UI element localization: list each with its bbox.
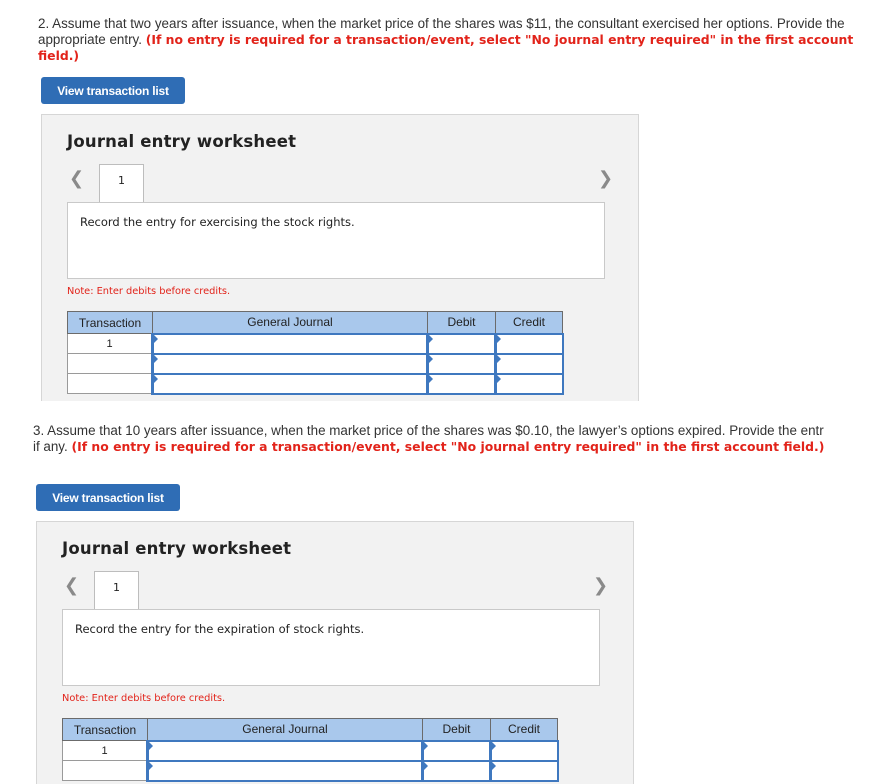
debit-input[interactable] <box>428 334 496 354</box>
credit-input[interactable] <box>496 334 563 354</box>
col-general-journal: General Journal <box>153 312 428 334</box>
col-debit: Debit <box>428 312 496 334</box>
transaction-cell <box>68 374 153 394</box>
col-transaction: Transaction <box>68 312 153 334</box>
transaction-cell: 1 <box>63 741 148 761</box>
col-transaction: Transaction <box>63 719 148 741</box>
question-3-body: 3. Assume that 10 years after issuance, when the market price of the shares was $0.10, the lawyer’s options expired. Provide the entr if any. <box>33 423 824 454</box>
chevron-left-icon[interactable]: ❮ <box>64 575 80 596</box>
worksheet-title: Journal entry worksheet <box>62 539 292 558</box>
transaction-cell: 1 <box>68 334 153 354</box>
account-input[interactable] <box>148 741 423 761</box>
col-credit: Credit <box>496 312 563 334</box>
credit-input[interactable] <box>491 741 558 761</box>
col-debit: Debit <box>423 719 491 741</box>
question-3-hint: (If no entry is required for a transaction/event, select "No journal entry required" in the first account field.) <box>71 439 825 454</box>
worksheet-title: Journal entry worksheet <box>67 132 297 151</box>
debit-input[interactable] <box>423 741 491 761</box>
instruction-text: Record the entry for exercising the stock rights. <box>80 215 355 229</box>
question-2-body: 2. Assume that two years after issuance, when the market price of the shares was $11, the consultant exercised her options. Provide the appropriate entry. <box>38 16 849 47</box>
entry-tab-1[interactable]: 1 <box>99 164 144 204</box>
table-row <box>63 741 558 761</box>
col-general-journal: General Journal <box>148 719 423 741</box>
debit-input[interactable] <box>428 374 496 394</box>
account-input[interactable] <box>153 354 428 374</box>
debit-input[interactable] <box>428 354 496 374</box>
chevron-right-icon[interactable]: ❯ <box>598 168 614 189</box>
table-header-row <box>63 719 558 741</box>
worksheet-3-clip <box>0 500 891 784</box>
chevron-right-icon[interactable]: ❯ <box>593 575 609 596</box>
instruction-box <box>62 609 600 686</box>
account-input[interactable] <box>153 374 428 394</box>
account-input[interactable] <box>153 334 428 354</box>
table-row <box>63 761 558 781</box>
view-transaction-list-button[interactable]: View transaction list <box>41 77 185 104</box>
table-row <box>68 334 563 354</box>
instruction-text: Record the entry for the expiration of stock rights. <box>75 622 365 636</box>
col-credit: Credit <box>491 719 558 741</box>
table-header-row <box>68 312 563 334</box>
table-row <box>68 374 563 394</box>
note-text: Note: Enter debits before credits. <box>62 693 226 704</box>
entry-tab-1[interactable]: 1 <box>94 571 139 611</box>
transaction-cell <box>68 354 153 374</box>
instruction-box <box>67 202 605 279</box>
view-transaction-list-button[interactable]: View transaction list <box>36 484 180 511</box>
credit-input[interactable] <box>496 374 563 394</box>
account-input[interactable] <box>148 761 423 781</box>
note-text: Note: Enter debits before credits. <box>67 286 231 297</box>
journal-table <box>62 718 559 782</box>
journal-table <box>67 311 564 395</box>
transaction-cell <box>63 761 148 781</box>
chevron-left-icon[interactable]: ❮ <box>69 168 85 189</box>
debit-input[interactable] <box>423 761 491 781</box>
credit-input[interactable] <box>491 761 558 781</box>
credit-input[interactable] <box>496 354 563 374</box>
question-2-hint: (If no entry is required for a transaction/event, select "No journal entry required" in the first account field.) <box>38 32 858 63</box>
table-row <box>68 354 563 374</box>
question-3-text <box>33 423 883 455</box>
